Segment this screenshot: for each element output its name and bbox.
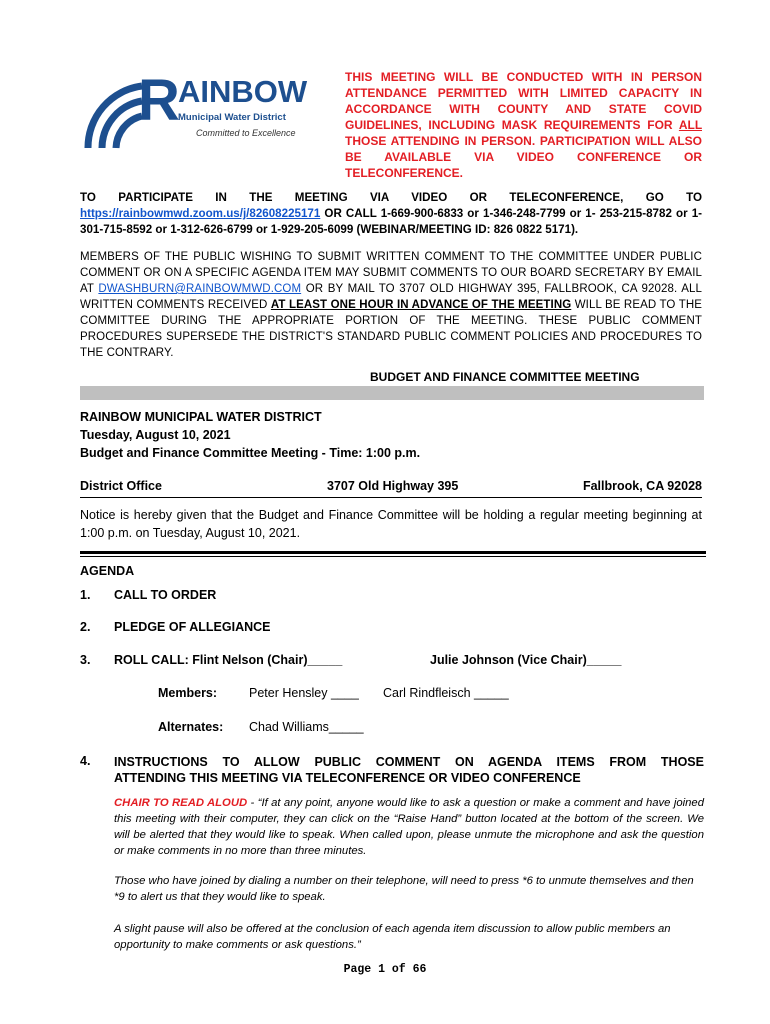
participation-intro: TO PARTICIPATE IN THE MEETING VIA VIDEO OR TELECONFERENCE, GO TO	[80, 191, 702, 204]
office-address: 3707 Old Highway 395	[327, 479, 459, 493]
instructions-line-2: ATTENDING THIS MEETING VIA TELECONFERENCE OR VIDEO CONFERENCE	[114, 771, 581, 785]
agenda-item-instructions	[114, 754, 704, 786]
agenda-title: AGENDA	[80, 564, 135, 578]
chair-text: - “If at any point, anyone would like to ask a question or make a comment and have joined this meeting with their computer, they can click on the “Raise Hand” button located at the bottom of the screen. We will be alerted that they would like to speak. When called upon, please unmute the microphone and ask the question or make comments in no more than three minutes.	[114, 797, 704, 857]
meeting-time: Budget and Finance Committee Meeting - Time: 1:00 p.m.	[80, 446, 421, 460]
meeting-date: Tuesday, August 10, 2021	[80, 428, 231, 442]
covid-notice	[345, 69, 702, 181]
district-name: RAINBOW MUNICIPAL WATER DISTRICT	[80, 410, 322, 424]
agenda-item-4-number: 4.	[80, 754, 91, 768]
public-comment-part3: WILL BE READ TO THE COMMITTEE DURING THE APPROPRIATE PORTION OF THE MEETING. THESE PUBLIC COMMENT PROCEDURES SUPERSEDE THE DISTRICT'S STANDARD PUBLIC COMMENT POLICIES AND PROCEDURES TO THE CONTRARY.	[80, 299, 703, 359]
agenda-item-number: 1.	[80, 588, 91, 602]
section-divider-bar	[80, 386, 704, 400]
agenda-item-number: 3.	[80, 653, 91, 667]
notice-text-b: THOSE ATTENDING IN PERSON. PARTICIPATION WILL ALSO BE AVAILABLE VIA VIDEO CONFERENCE OR TELECONFERENCE.	[345, 134, 702, 180]
logo-initial: R	[138, 68, 178, 133]
agenda-item-label: CALL TO ORDER	[114, 588, 217, 602]
roll-call-vice-chair: Julie Johnson (Vice Chair)_____	[430, 653, 622, 667]
notice-text-a: THIS MEETING WILL BE CONDUCTED WITH IN PERSON ATTENDANCE PERMITTED WITH LIMITED CAPACITY IN ACCORDANCE WITH COUNTY AND STATE COVID GUIDELINES, INCLUDING MASK REQUIREMENTS FOR	[345, 70, 702, 132]
agenda-item-label: PLEDGE OF ALLEGIANCE	[114, 620, 271, 634]
rainbow-logo	[80, 70, 330, 150]
members-label: Members:	[158, 686, 218, 700]
chair-label: CHAIR TO READ ALOUD	[114, 797, 248, 809]
page-number: Page 1 of 66	[343, 963, 427, 976]
office-row	[80, 479, 702, 497]
phone-instructions: Those who have joined by dialing a number on their telephone, will need to press *6 to unmute themselves and then *9 to alert us that they would like to speak.	[114, 875, 694, 903]
public-comment-deadline: AT LEAST ONE HOUR IN ADVANCE OF THE MEETING	[270, 299, 572, 311]
logo-name: AINBOW	[178, 74, 308, 109]
participation-phone-numbers: OR CALL 1-669-900-6833 or 1-346-248-7799 or 1- 253-215-8782 or 1-301-715-8592 or 1-312-626-6799 or 1-929-205-6099 (WEBINAR/MEETING ID: 826 0822 5171).	[80, 207, 702, 236]
participation-instructions	[80, 190, 702, 238]
agenda-rule-thick	[80, 551, 706, 554]
alternates-label: Alternates:	[158, 720, 224, 734]
roll-call-chair: ROLL CALL: Flint Nelson (Chair)_____	[114, 653, 343, 667]
notice-all: ALL	[678, 118, 702, 132]
office-label: District Office	[80, 479, 162, 493]
logo-subtitle: Municipal Water District	[178, 112, 286, 123]
member-rindfleisch: Carl Rindfleisch _____	[383, 686, 509, 700]
public-comment-part2: OR BY MAIL TO 3707 OLD HIGHWAY 395, FALLBROOK, CA 92028. ALL WRITTEN COMMENTS RECEIVED	[80, 283, 702, 311]
zoom-link[interactable]: https://rainbowmwd.zoom.us/j/82608225171	[80, 207, 321, 220]
office-underline	[80, 497, 702, 498]
alternate-williams: Chad Williams_____	[249, 720, 364, 734]
agenda-item-number: 2.	[80, 620, 91, 634]
public-comment-paragraph	[80, 249, 702, 361]
meeting-notice: Notice is hereby given that the Budget and Finance Committee will be holding a regular meeting beginning at 1:00 p.m. on Tuesday, August 10, 2021.	[80, 508, 702, 540]
secretary-email-link[interactable]: DWASHBURN@RAINBOWMWD.COM	[98, 283, 302, 295]
instructions-line-1: INSTRUCTIONS TO ALLOW PUBLIC COMMENT ON AGENDA ITEMS FROM THOSE	[114, 755, 704, 769]
logo-tagline: Committed to Excellence	[196, 128, 296, 138]
member-hensley: Peter Hensley ____	[249, 686, 359, 700]
agenda-rule-thin	[80, 556, 706, 557]
pause-instructions: A slight pause will also be offered at the conclusion of each agenda item discussion to allow public members an opportunity to make comments or ask questions.”	[114, 923, 671, 951]
chair-read-aloud	[114, 795, 704, 859]
meeting-heading: BUDGET AND FINANCE COMMITTEE MEETING	[370, 370, 640, 384]
public-comment-part1: MEMBERS OF THE PUBLIC WISHING TO SUBMIT WRITTEN COMMENT TO THE COMMITTEE UNDER PUBLIC COMMENT OR ON A SPECIFIC AGENDA ITEM MAY SUBMIT COMMENTS TO OUR BOARD SECRETARY BY EMAIL AT	[80, 251, 702, 295]
district-info	[80, 408, 420, 462]
office-city: Fallbrook, CA 92028	[582, 479, 702, 493]
